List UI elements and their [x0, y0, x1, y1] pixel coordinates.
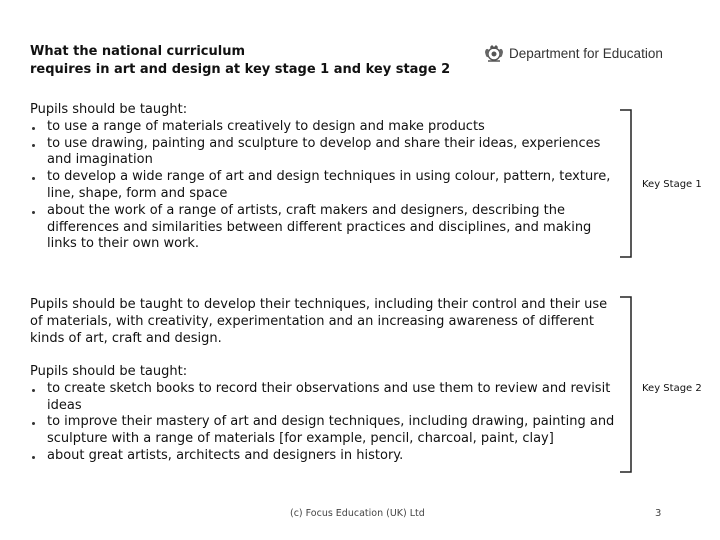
list-item: to develop a wide range of art and design techniques in using colour, pattern, texture, line, shape, form and space: [30, 169, 615, 203]
ks1-bullet-list: [30, 119, 615, 253]
list-item: to use a range of materials creatively to design and make products: [30, 119, 615, 136]
list-item: to improve their mastery of art and design techniques, including drawing, painting and sculpture with a range of materials [for example, pencil, charcoal, paint, clay]: [30, 414, 615, 448]
ks2-paragraph: [30, 297, 615, 347]
ks2-label: Key Stage 2: [642, 383, 702, 394]
list-item: about the work of a range of artists, craft makers and designers, describing the differences and similarities between different practices and disciplines, and making links to their own work.: [30, 203, 615, 253]
logo-text: Department for Education: [509, 45, 663, 61]
ks1-intro: Pupils should be taught:: [30, 102, 188, 117]
list-item: about great artists, architects and designers in history.: [30, 448, 615, 465]
department-for-education-logo: [483, 42, 663, 64]
ks2-bullet-list: [30, 381, 615, 465]
ks2-overview: Pupils should be taught to develop their techniques, including their control and their use of materials, with creativity, experimentation and an increasing awareness of different kinds of art, craft and design.: [30, 297, 608, 346]
royal-crest-icon: [483, 42, 505, 64]
page-title-line-1: What the national curriculum: [30, 44, 246, 59]
page-title-line-2: requires in art and design at key stage 1 and key stage 2: [30, 62, 451, 77]
ks2-bracket: [618, 295, 634, 475]
ks1-bracket: [618, 108, 634, 260]
list-item: to use drawing, painting and sculpture to develop and share their ideas, experiences and imagination: [30, 136, 615, 170]
page-number: 3: [655, 508, 662, 519]
ks2-content: [30, 364, 615, 465]
footer-credit: (c) Focus Education (UK) Ltd: [290, 508, 425, 519]
ks1-label: Key Stage 1: [642, 179, 702, 190]
page-title: [30, 43, 450, 79]
ks2-intro: Pupils should be taught:: [30, 364, 188, 379]
ks1-content: [30, 102, 615, 253]
list-item: to create sketch books to record their observations and use them to review and revisit ideas: [30, 381, 615, 415]
